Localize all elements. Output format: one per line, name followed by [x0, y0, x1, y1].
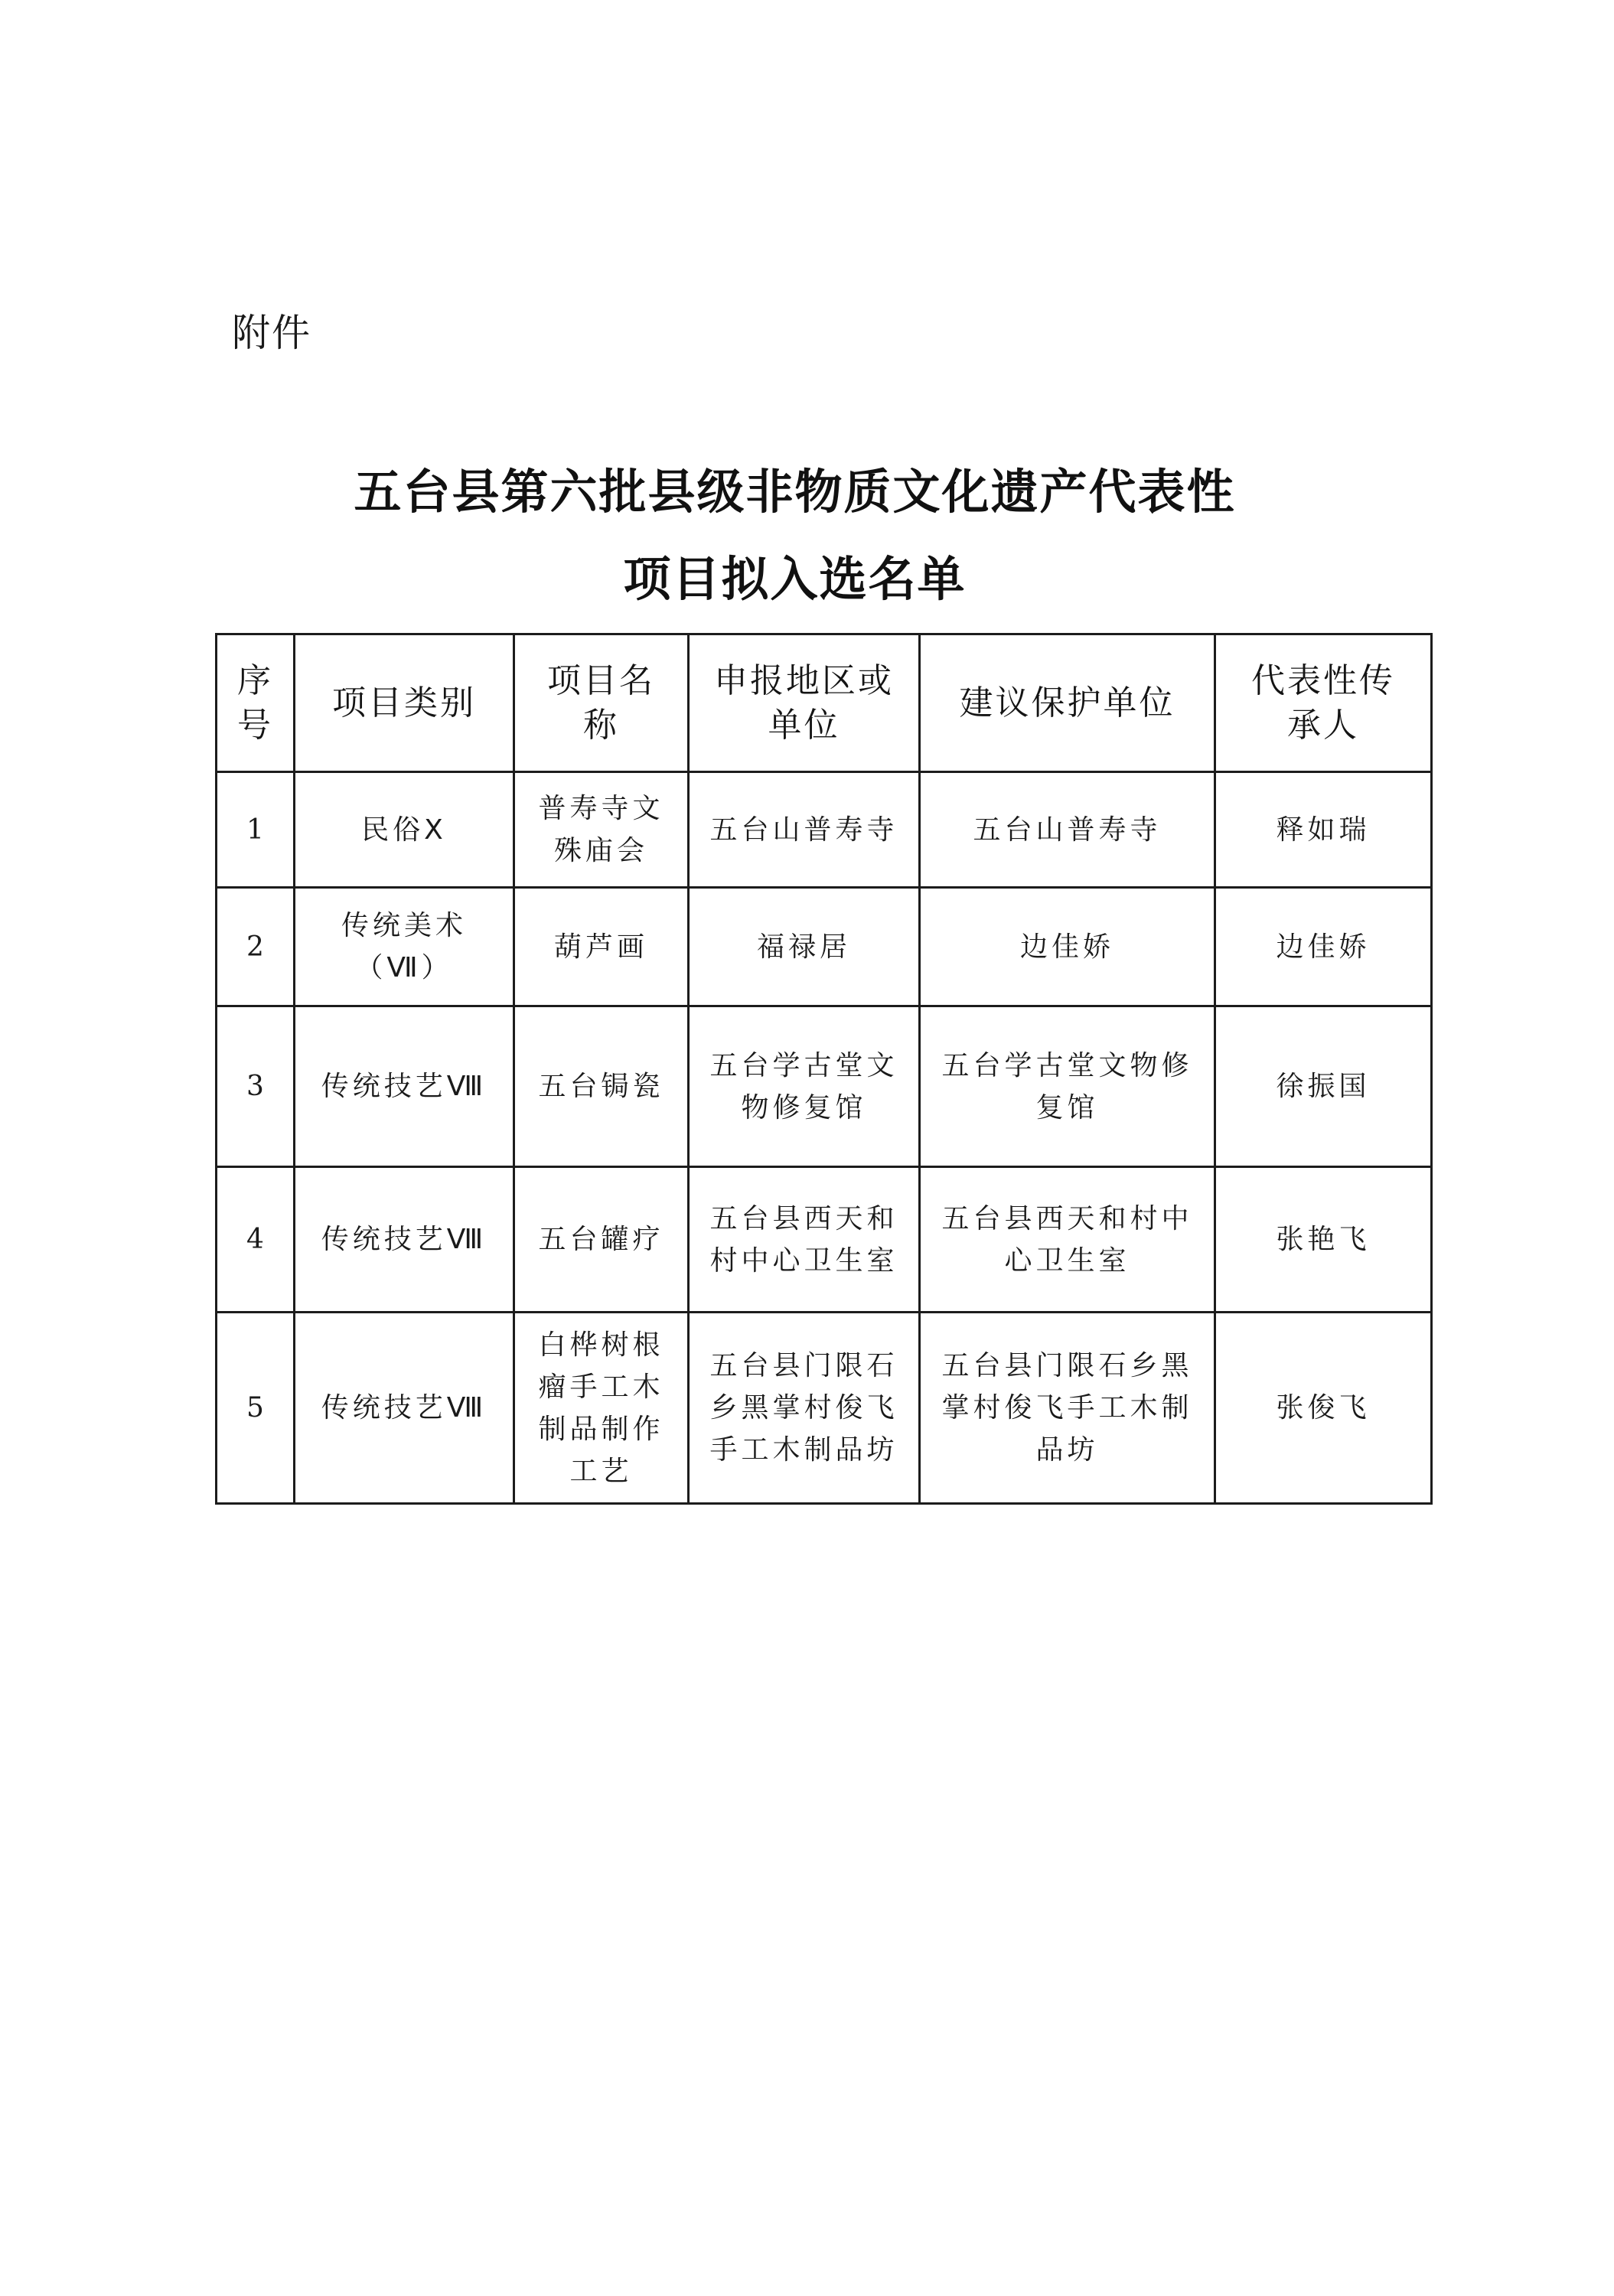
header-category	[295, 634, 514, 772]
header-project-name	[514, 634, 689, 772]
header-inheritor-line: 承人	[1287, 705, 1359, 745]
cell-inheritor	[1215, 1006, 1432, 1167]
cell-line: 复馆	[1035, 1091, 1099, 1124]
header-region-line: 申报地区或	[714, 660, 894, 700]
cell-line: 边佳娇	[1019, 931, 1114, 963]
cell-line: 五台锔瓷	[538, 1071, 664, 1102]
cell-category	[295, 772, 514, 888]
attachment-label: 附件	[232, 311, 311, 355]
cell-line: 五台县门限石乡黑	[941, 1350, 1193, 1381]
cell-line: 瘤手工木	[538, 1371, 664, 1403]
cell-line: 传统技艺Ⅷ	[321, 1392, 487, 1424]
cell-line: 边佳娇	[1276, 931, 1371, 963]
cell-protection-unit	[920, 772, 1215, 888]
cell-project-name	[514, 888, 689, 1006]
cell-line: 普寿寺文	[538, 793, 664, 824]
cell-line: 五台罐疗	[538, 1224, 664, 1255]
cell-line: 乡黑掌村俊飞	[709, 1392, 898, 1424]
cell-region	[689, 1006, 920, 1167]
cell-inheritor	[1215, 1313, 1432, 1504]
candidate-list-table	[215, 633, 1433, 1505]
cell-line: 福禄居	[756, 931, 851, 963]
cell-line: 心卫生室	[1004, 1244, 1130, 1277]
cell-region	[689, 888, 920, 1006]
header-seq-line: 序	[237, 660, 273, 700]
cell-seq: 3	[217, 1006, 295, 1167]
cell-line: 民俗Ⅹ	[361, 814, 447, 846]
cell-line: 张俊飞	[1276, 1392, 1371, 1424]
cell-line: （Ⅶ）	[355, 952, 453, 983]
cell-region	[689, 1313, 920, 1504]
table-row	[217, 1167, 1432, 1313]
cell-inheritor	[1215, 772, 1432, 888]
cell-protection-unit	[920, 1167, 1215, 1313]
cell-line: 品坊	[1035, 1434, 1099, 1466]
cell-line: 五台县西天和	[709, 1202, 898, 1234]
cell-line: 释如瑞	[1276, 814, 1371, 846]
cell-seq: 4	[217, 1167, 295, 1313]
cell-line: 村中心卫生室	[709, 1244, 898, 1277]
header-region-line: 单位	[768, 705, 840, 745]
cell-protection-unit	[920, 888, 1215, 1006]
cell-line: 葫芦画	[553, 931, 648, 963]
title-line-2: 项目拟入选名单	[623, 551, 967, 607]
cell-project-name	[514, 1006, 689, 1167]
cell-line: 传统技艺Ⅷ	[321, 1071, 487, 1102]
header-seq	[217, 634, 295, 772]
cell-line: 物修复馆	[741, 1091, 867, 1124]
cell-line: 制品制作	[538, 1413, 664, 1445]
table-row	[217, 1313, 1432, 1504]
table-header-row	[217, 634, 1432, 772]
cell-line: 掌村俊飞手工木制	[941, 1392, 1193, 1424]
cell-category	[295, 1167, 514, 1313]
cell-region	[689, 772, 920, 888]
header-category-line: 项目类别	[332, 683, 476, 722]
cell-line: 五台山普寿寺	[709, 814, 898, 846]
cell-category	[295, 1313, 514, 1504]
table-row	[217, 1006, 1432, 1167]
cell-inheritor	[1215, 888, 1432, 1006]
header-inheritor	[1215, 634, 1432, 772]
cell-line: 五台县门限石	[709, 1350, 898, 1381]
cell-line: 徐振国	[1276, 1071, 1371, 1102]
cell-protection-unit	[920, 1006, 1215, 1167]
table-row	[217, 772, 1432, 888]
cell-line: 五台山普寿寺	[973, 814, 1162, 846]
header-project-name-line: 项目名	[547, 660, 655, 700]
cell-region	[689, 1167, 920, 1313]
header-protection-unit-line: 建议保护单位	[959, 683, 1175, 722]
cell-project-name	[514, 1167, 689, 1313]
cell-category	[295, 888, 514, 1006]
cell-project-name	[514, 1313, 689, 1504]
cell-seq: 1	[217, 772, 295, 888]
cell-line: 传统美术	[341, 910, 467, 941]
cell-line: 工艺	[569, 1455, 633, 1487]
cell-line: 传统技艺Ⅷ	[321, 1224, 487, 1255]
document-title	[0, 464, 1614, 607]
cell-inheritor	[1215, 1167, 1432, 1313]
cell-line: 张艳飞	[1276, 1224, 1371, 1255]
cell-line: 白桦树根	[538, 1329, 664, 1361]
cell-seq: 5	[217, 1313, 295, 1504]
cell-protection-unit	[920, 1313, 1215, 1504]
cell-line: 五台学古堂文	[709, 1049, 898, 1081]
cell-project-name	[514, 772, 689, 888]
header-region	[689, 634, 920, 772]
header-seq-line: 号	[237, 705, 273, 745]
cell-category	[295, 1006, 514, 1167]
cell-line: 五台学古堂文物修	[941, 1049, 1193, 1081]
cell-seq: 2	[217, 888, 295, 1006]
header-protection-unit	[920, 634, 1215, 772]
header-project-name-line: 称	[583, 705, 619, 745]
header-inheritor-line: 代表性传	[1251, 660, 1395, 700]
cell-line: 殊庙会	[553, 835, 648, 866]
table-row	[217, 888, 1432, 1006]
cell-line: 手工木制品坊	[709, 1434, 898, 1466]
cell-line: 五台县西天和村中	[941, 1202, 1193, 1234]
title-line-1: 五台县第六批县级非物质文化遗产代表性	[354, 464, 1236, 520]
